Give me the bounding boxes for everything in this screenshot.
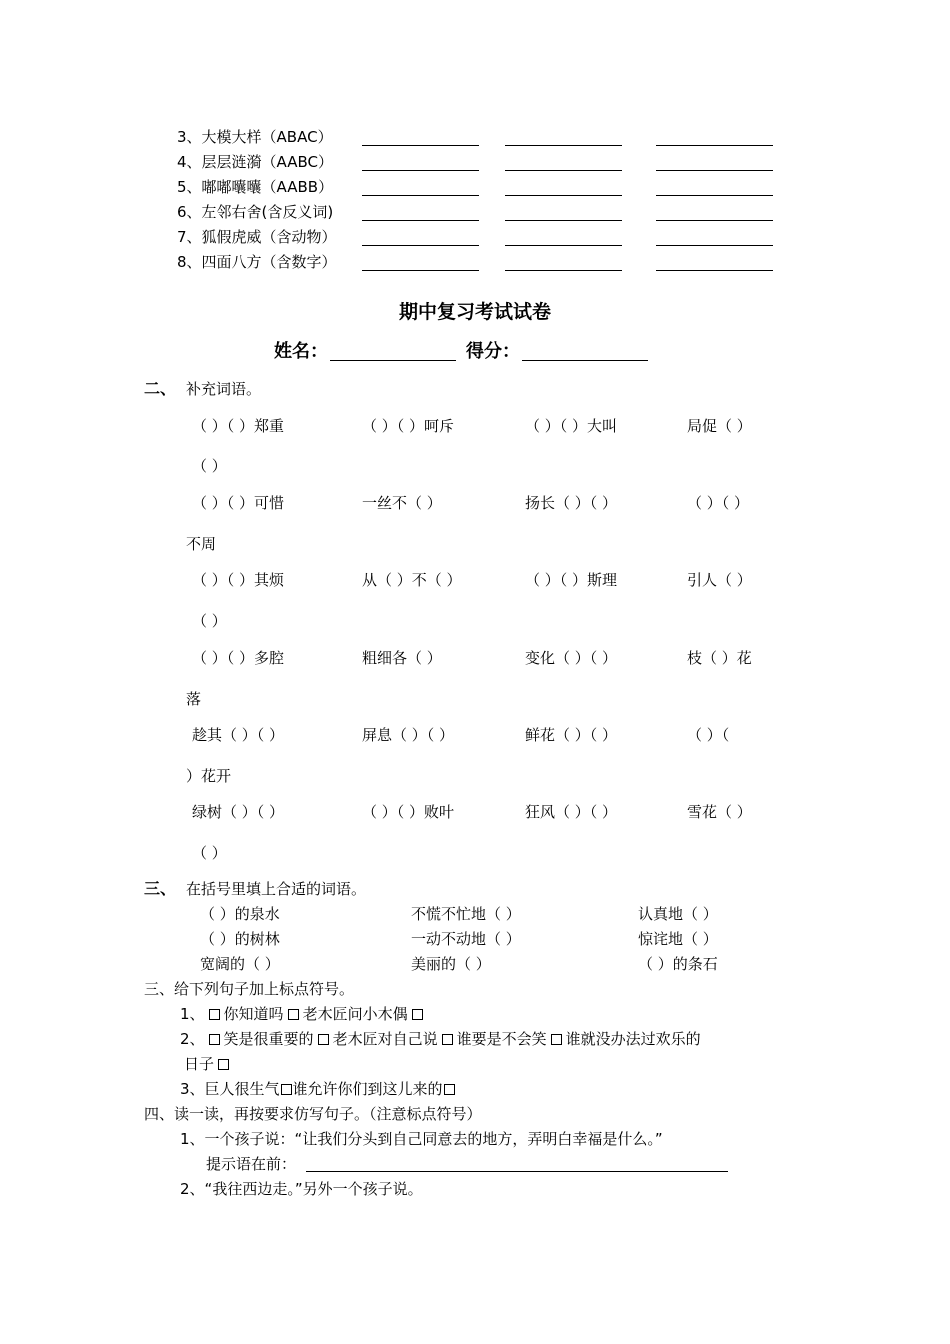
section-number: 二、 — [144, 379, 177, 398]
phrase-item[interactable]: 一动不动地（ ） — [411, 930, 521, 948]
phrase-item[interactable]: （ ）的泉水 — [200, 905, 280, 923]
idiom-answer-blank[interactable] — [505, 170, 622, 171]
phrase-item[interactable]: 美丽的（ ） — [411, 955, 491, 973]
idiom-item: 4、层层涟漪（AABC） — [177, 153, 333, 171]
punctuation-box[interactable] — [209, 1009, 220, 1020]
fill-in-item[interactable]: 趁其（ ）（ ） — [192, 726, 285, 744]
fill-in-item[interactable]: 雪花（ ） — [687, 803, 752, 821]
hint-label: 提示语在前： — [206, 1155, 297, 1173]
punctuation-sentence-2 — [180, 1029, 701, 1049]
rewrite-answer-blank[interactable] — [306, 1171, 728, 1172]
fill-in-item[interactable]: （ ）（ ）其烦 — [192, 571, 285, 589]
idiom-item: 6、左邻右舍(含反义词) — [177, 203, 334, 221]
sentence-fragment: 老木匠对自己说 — [332, 1030, 438, 1048]
sentence-fragment: 谁要是不会笑 — [456, 1030, 547, 1048]
idiom-item: 3、大模大样（ABAC） — [177, 128, 333, 146]
idiom-answer-blank[interactable] — [656, 195, 773, 196]
fill-in-item[interactable]: 绿树（ ）（ ） — [192, 803, 285, 821]
punctuation-box[interactable] — [288, 1009, 299, 1020]
idiom-answer-blank[interactable] — [656, 145, 773, 146]
idiom-answer-blank[interactable] — [505, 270, 622, 271]
model-sentence-2: 2、“我往西边走。”另外一个孩子说。 — [180, 1180, 423, 1198]
section-number: 三、 — [144, 879, 177, 898]
idiom-item: 5、嘟嘟囔囔（AABB） — [177, 178, 334, 196]
fill-in-item[interactable]: 粗细各（ ） — [362, 649, 442, 667]
idiom-answer-blank[interactable] — [505, 195, 622, 196]
sentence-fragment: 你知道吗 — [223, 1005, 284, 1023]
idiom-item: 8、四面八方（含数字） — [177, 253, 337, 271]
fill-in-item[interactable]: 扬长（ ）（ ） — [525, 494, 618, 512]
fill-in-item[interactable]: （ ）（ — [687, 726, 730, 744]
score-blank[interactable] — [522, 360, 648, 361]
punctuation-box[interactable] — [551, 1034, 562, 1045]
section-heading: 四、读一读，再按要求仿写句子。（注意标点符号） — [144, 1105, 482, 1123]
idiom-answer-blank[interactable] — [656, 170, 773, 171]
idiom-answer-blank[interactable] — [656, 245, 773, 246]
idiom-answer-blank[interactable] — [656, 220, 773, 221]
punctuation-box[interactable] — [218, 1059, 229, 1070]
fill-in-item[interactable]: （ ）（ ）郑重 — [192, 417, 285, 435]
phrase-item[interactable]: 宽阔的（ ） — [200, 955, 280, 973]
fill-in-item[interactable]: 一丝不（ ） — [362, 494, 442, 512]
section-heading: 在括号里填上合适的词语。 — [186, 880, 367, 898]
idiom-answer-blank[interactable] — [362, 270, 479, 271]
phrase-item[interactable]: 不慌不忙地（ ） — [411, 905, 521, 923]
fill-in-item[interactable]: （ ）（ ）斯理 — [525, 571, 618, 589]
sentence-fragment: 谁允许你们到这儿来的 — [292, 1080, 443, 1098]
punctuation-box[interactable] — [442, 1034, 453, 1045]
idiom-answer-blank[interactable] — [362, 245, 479, 246]
punctuation-box[interactable] — [318, 1034, 329, 1045]
punctuation-box[interactable] — [209, 1034, 220, 1045]
fill-in-item[interactable]: （ ）（ ） — [687, 494, 750, 512]
fill-in-item[interactable]: （ ） — [192, 844, 227, 862]
punctuation-box[interactable] — [444, 1084, 455, 1095]
fill-in-item[interactable]: （ ） — [192, 457, 227, 475]
idiom-answer-blank[interactable] — [362, 170, 479, 171]
fill-in-item[interactable]: 引人（ ） — [687, 571, 752, 589]
fill-in-item[interactable]: 鲜花（ ）（ ） — [525, 726, 618, 744]
name-blank[interactable] — [330, 360, 456, 361]
exam-title: 期中复习考试试卷 — [398, 301, 551, 323]
sentence-fragment: 笑是很重要的 — [223, 1030, 314, 1048]
fill-in-item[interactable]: ）花开 — [186, 767, 232, 785]
fill-in-item[interactable]: 枝（ ）花 — [687, 649, 752, 667]
sentence-number: 1、 — [180, 1005, 205, 1023]
idiom-answer-blank[interactable] — [362, 145, 479, 146]
punctuation-box[interactable] — [412, 1009, 423, 1020]
idiom-answer-blank[interactable] — [505, 220, 622, 221]
section-heading: 补充词语。 — [186, 380, 262, 398]
punctuation-box[interactable] — [281, 1084, 292, 1095]
score-label: 得分： — [466, 341, 520, 362]
sentence-fragment: 谁就没办法过欢乐的 — [565, 1030, 701, 1048]
punctuation-sentence-1 — [180, 1004, 427, 1024]
punctuation-sentence-3 — [180, 1079, 456, 1099]
sentence-fragment: 老木匠问小木偶 — [302, 1005, 408, 1023]
fill-in-item[interactable]: 屏息（ ）（ ） — [362, 726, 455, 744]
model-sentence-1: 1、一个孩子说：“让我们分头到自己同意去的地方，弄明白幸福是什么。” — [180, 1130, 663, 1148]
fill-in-item[interactable]: （ ）（ ）可惜 — [192, 494, 285, 512]
phrase-item[interactable]: 认真地（ ） — [638, 905, 718, 923]
phrase-item[interactable]: 惊诧地（ ） — [638, 930, 718, 948]
sentence-fragment: 3、巨人很生气 — [180, 1080, 280, 1098]
sentence-number: 2、 — [180, 1030, 205, 1048]
idiom-answer-blank[interactable] — [362, 220, 479, 221]
fill-in-item[interactable]: 落 — [186, 690, 202, 708]
name-label: 姓名： — [274, 341, 328, 362]
fill-in-item[interactable]: （ ）（ ）大叫 — [525, 417, 618, 435]
fill-in-item[interactable]: （ ）（ ）呵斥 — [362, 417, 455, 435]
section-heading: 三、给下列句子加上标点符号。 — [144, 980, 355, 998]
phrase-item[interactable]: （ ）的树林 — [200, 930, 280, 948]
idiom-answer-blank[interactable] — [362, 195, 479, 196]
sentence-fragment: 日子 — [184, 1055, 215, 1073]
idiom-answer-blank[interactable] — [505, 245, 622, 246]
idiom-answer-blank[interactable] — [656, 270, 773, 271]
fill-in-item[interactable]: 从（ ）不（ ） — [362, 571, 462, 589]
fill-in-item[interactable]: （ ）（ ）败叶 — [362, 803, 455, 821]
idiom-answer-blank[interactable] — [505, 145, 622, 146]
fill-in-item[interactable]: 局促（ ） — [687, 417, 752, 435]
fill-in-item[interactable]: 狂风（ ）（ ） — [525, 803, 618, 821]
fill-in-item[interactable]: （ ） — [192, 612, 227, 630]
fill-in-item[interactable]: 变化（ ）（ ） — [525, 649, 618, 667]
fill-in-item[interactable]: 不周 — [186, 535, 217, 553]
fill-in-item[interactable]: （ ）（ ）多腔 — [192, 649, 285, 667]
idiom-item: 7、狐假虎威（含动物） — [177, 228, 337, 246]
phrase-item[interactable]: （ ）的条石 — [638, 955, 718, 973]
punctuation-sentence-2-cont — [184, 1054, 233, 1074]
